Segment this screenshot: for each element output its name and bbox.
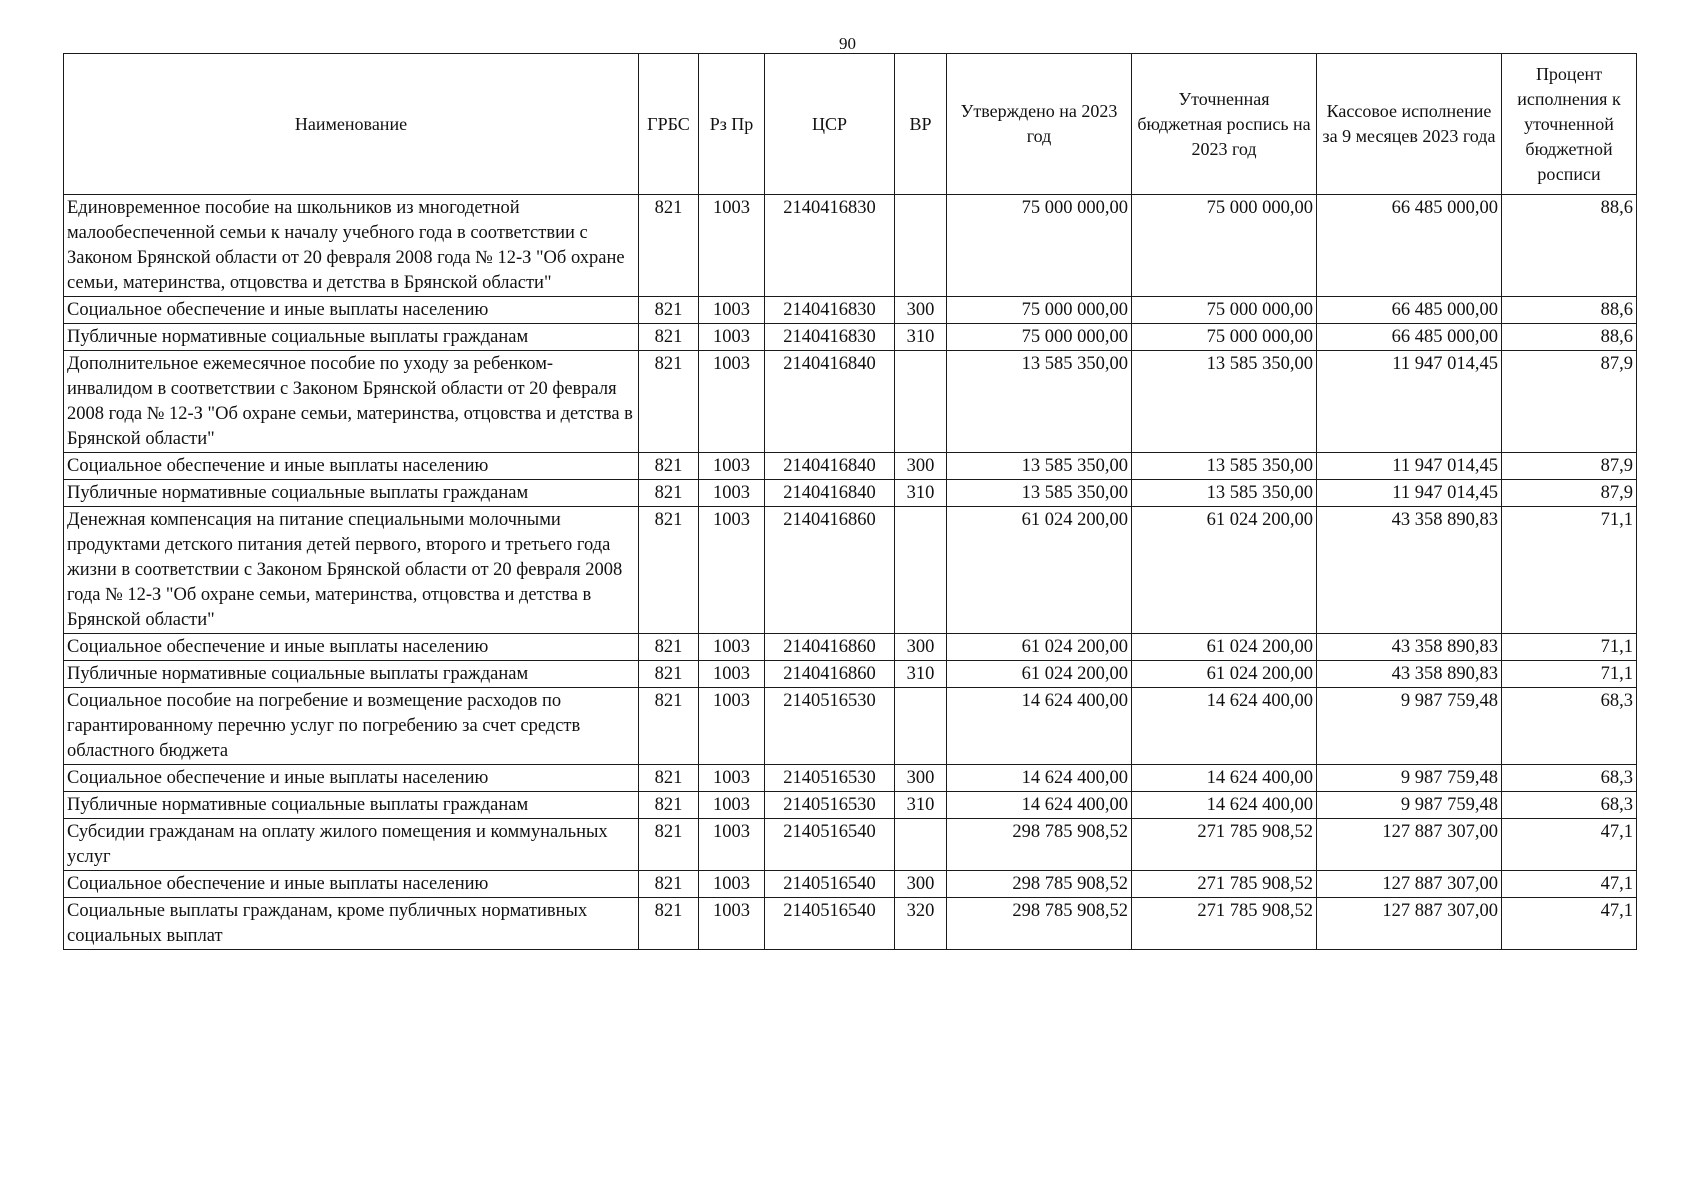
table-body — [64, 195, 1637, 950]
cell-cash: 43 358 890,83 — [1317, 661, 1502, 688]
cell-vr: 300 — [895, 453, 947, 480]
cell-csr: 2140416860 — [765, 634, 895, 661]
cell-approved: 61 024 200,00 — [947, 634, 1132, 661]
table-header-row — [64, 54, 1637, 195]
cell-approved: 14 624 400,00 — [947, 688, 1132, 765]
cell-cash: 66 485 000,00 — [1317, 324, 1502, 351]
cell-rzpr: 1003 — [699, 819, 765, 871]
cell-grbs: 821 — [639, 297, 699, 324]
cell-approved: 13 585 350,00 — [947, 480, 1132, 507]
cell-vr — [895, 688, 947, 765]
cell-percent: 87,9 — [1502, 453, 1637, 480]
cell-percent: 47,1 — [1502, 871, 1637, 898]
cell-refined: 61 024 200,00 — [1132, 507, 1317, 634]
cell-percent: 88,6 — [1502, 195, 1637, 297]
cell-grbs: 821 — [639, 634, 699, 661]
cell-name: Единовременное пособие на школьников из многодетной малообеспеченной семьи к началу учебного года в соответствии с Законом Брянской области от 20 февраля 2008 года № 12-З "Об охране семьи, материнства, отцовства и детства в Брянской области" — [64, 195, 639, 297]
table-row — [64, 297, 1637, 324]
cell-csr: 2140416830 — [765, 324, 895, 351]
cell-name: Социальное обеспечение и иные выплаты населению — [64, 297, 639, 324]
cell-name: Социальное обеспечение и иные выплаты населению — [64, 871, 639, 898]
cell-percent: 47,1 — [1502, 898, 1637, 950]
cell-csr: 2140416860 — [765, 507, 895, 634]
cell-percent: 71,1 — [1502, 634, 1637, 661]
cell-approved: 298 785 908,52 — [947, 898, 1132, 950]
cell-approved: 75 000 000,00 — [947, 195, 1132, 297]
cell-grbs: 821 — [639, 324, 699, 351]
cell-name: Социальное обеспечение и иные выплаты населению — [64, 634, 639, 661]
cell-approved: 75 000 000,00 — [947, 297, 1132, 324]
cell-grbs: 821 — [639, 195, 699, 297]
cell-vr: 320 — [895, 898, 947, 950]
cell-vr — [895, 351, 947, 453]
cell-vr: 300 — [895, 297, 947, 324]
cell-csr: 2140516530 — [765, 688, 895, 765]
cell-approved: 298 785 908,52 — [947, 819, 1132, 871]
header-grbs: ГРБС — [639, 54, 699, 195]
cell-grbs: 821 — [639, 351, 699, 453]
cell-percent: 87,9 — [1502, 351, 1637, 453]
cell-vr — [895, 195, 947, 297]
cell-rzpr: 1003 — [699, 634, 765, 661]
cell-approved: 75 000 000,00 — [947, 324, 1132, 351]
cell-refined: 61 024 200,00 — [1132, 661, 1317, 688]
cell-refined: 271 785 908,52 — [1132, 819, 1317, 871]
header-rzpr: Рз Пр — [699, 54, 765, 195]
cell-rzpr: 1003 — [699, 324, 765, 351]
cell-name: Социальное пособие на погребение и возмещение расходов по гарантированному перечню услуг по погребению за счет средств областного бюджета — [64, 688, 639, 765]
cell-vr: 310 — [895, 324, 947, 351]
cell-cash: 127 887 307,00 — [1317, 871, 1502, 898]
cell-refined: 75 000 000,00 — [1132, 324, 1317, 351]
table-row — [64, 480, 1637, 507]
cell-approved: 14 624 400,00 — [947, 765, 1132, 792]
table-row — [64, 634, 1637, 661]
cell-refined: 13 585 350,00 — [1132, 453, 1317, 480]
cell-grbs: 821 — [639, 871, 699, 898]
cell-name: Публичные нормативные социальные выплаты гражданам — [64, 661, 639, 688]
cell-rzpr: 1003 — [699, 792, 765, 819]
cell-cash: 66 485 000,00 — [1317, 195, 1502, 297]
cell-cash: 9 987 759,48 — [1317, 792, 1502, 819]
table-row — [64, 688, 1637, 765]
table-row — [64, 792, 1637, 819]
cell-approved: 13 585 350,00 — [947, 453, 1132, 480]
cell-refined: 14 624 400,00 — [1132, 765, 1317, 792]
cell-csr: 2140516540 — [765, 898, 895, 950]
budget-execution-table — [63, 53, 1637, 950]
cell-cash: 11 947 014,45 — [1317, 453, 1502, 480]
cell-refined: 13 585 350,00 — [1132, 351, 1317, 453]
header-cash: Кассовое исполнение за 9 месяцев 2023 года — [1317, 54, 1502, 195]
cell-percent: 71,1 — [1502, 507, 1637, 634]
cell-percent: 71,1 — [1502, 661, 1637, 688]
cell-refined: 271 785 908,52 — [1132, 898, 1317, 950]
cell-name: Публичные нормативные социальные выплаты гражданам — [64, 480, 639, 507]
cell-percent: 88,6 — [1502, 324, 1637, 351]
cell-name: Социальное обеспечение и иные выплаты населению — [64, 453, 639, 480]
cell-rzpr: 1003 — [699, 765, 765, 792]
cell-csr: 2140416840 — [765, 453, 895, 480]
page-number: 90 — [839, 34, 856, 53]
cell-grbs: 821 — [639, 453, 699, 480]
cell-rzpr: 1003 — [699, 297, 765, 324]
cell-refined: 14 624 400,00 — [1132, 688, 1317, 765]
cell-csr: 2140416840 — [765, 480, 895, 507]
table-row — [64, 765, 1637, 792]
cell-name: Социальные выплаты гражданам, кроме публичных нормативных социальных выплат — [64, 898, 639, 950]
cell-csr: 2140416830 — [765, 297, 895, 324]
header-refined: Уточненная бюджетная роспись на 2023 год — [1132, 54, 1317, 195]
table-row — [64, 453, 1637, 480]
cell-approved: 61 024 200,00 — [947, 661, 1132, 688]
cell-rzpr: 1003 — [699, 898, 765, 950]
cell-refined: 14 624 400,00 — [1132, 792, 1317, 819]
cell-csr: 2140516530 — [765, 765, 895, 792]
cell-percent: 68,3 — [1502, 688, 1637, 765]
cell-approved: 13 585 350,00 — [947, 351, 1132, 453]
cell-grbs: 821 — [639, 898, 699, 950]
cell-name: Публичные нормативные социальные выплаты гражданам — [64, 324, 639, 351]
table-row — [64, 351, 1637, 453]
header-csr: ЦСР — [765, 54, 895, 195]
cell-rzpr: 1003 — [699, 351, 765, 453]
table-row — [64, 898, 1637, 950]
table-row — [64, 661, 1637, 688]
cell-csr: 2140516540 — [765, 871, 895, 898]
cell-rzpr: 1003 — [699, 507, 765, 634]
cell-name: Дополнительное ежемесячное пособие по уходу за ребенком-инвалидом в соответствии с Законом Брянской области от 20 февраля 2008 года № 12-З "Об охране семьи, материнства, отцовства и детства в Брянской области" — [64, 351, 639, 453]
cell-cash: 127 887 307,00 — [1317, 898, 1502, 950]
cell-grbs: 821 — [639, 792, 699, 819]
cell-grbs: 821 — [639, 765, 699, 792]
cell-cash: 9 987 759,48 — [1317, 765, 1502, 792]
cell-cash: 127 887 307,00 — [1317, 819, 1502, 871]
header-name: Наименование — [64, 54, 639, 195]
cell-name: Субсидии гражданам на оплату жилого помещения и коммунальных услуг — [64, 819, 639, 871]
cell-approved: 61 024 200,00 — [947, 507, 1132, 634]
cell-rzpr: 1003 — [699, 688, 765, 765]
cell-refined: 75 000 000,00 — [1132, 297, 1317, 324]
cell-refined: 271 785 908,52 — [1132, 871, 1317, 898]
header-vr: ВР — [895, 54, 947, 195]
cell-grbs: 821 — [639, 661, 699, 688]
table-row — [64, 195, 1637, 297]
cell-cash: 11 947 014,45 — [1317, 351, 1502, 453]
cell-percent: 87,9 — [1502, 480, 1637, 507]
cell-refined: 61 024 200,00 — [1132, 634, 1317, 661]
cell-percent: 68,3 — [1502, 792, 1637, 819]
cell-cash: 66 485 000,00 — [1317, 297, 1502, 324]
cell-percent: 47,1 — [1502, 819, 1637, 871]
cell-grbs: 821 — [639, 480, 699, 507]
cell-csr: 2140516540 — [765, 819, 895, 871]
cell-refined: 75 000 000,00 — [1132, 195, 1317, 297]
cell-refined: 13 585 350,00 — [1132, 480, 1317, 507]
cell-name: Социальное обеспечение и иные выплаты населению — [64, 765, 639, 792]
cell-grbs: 821 — [639, 819, 699, 871]
cell-percent: 68,3 — [1502, 765, 1637, 792]
cell-vr: 310 — [895, 480, 947, 507]
cell-csr: 2140416830 — [765, 195, 895, 297]
cell-approved: 14 624 400,00 — [947, 792, 1132, 819]
cell-cash: 9 987 759,48 — [1317, 688, 1502, 765]
cell-name: Денежная компенсация на питание специальными молочными продуктами детского питания детей первого, второго и третьего года жизни в соответствии с Законом Брянской области от 20 февраля 2008 года № 12-З "Об охране семьи, материнства, отцовства и детства в Брянской области" — [64, 507, 639, 634]
cell-csr: 2140416840 — [765, 351, 895, 453]
cell-vr: 300 — [895, 871, 947, 898]
header-percent: Процент исполнения к уточненной бюджетной росписи — [1502, 54, 1637, 195]
header-approved: Утверждено на 2023 год — [947, 54, 1132, 195]
cell-name: Публичные нормативные социальные выплаты гражданам — [64, 792, 639, 819]
cell-cash: 43 358 890,83 — [1317, 634, 1502, 661]
cell-vr: 310 — [895, 661, 947, 688]
cell-vr: 310 — [895, 792, 947, 819]
cell-rzpr: 1003 — [699, 453, 765, 480]
cell-vr: 300 — [895, 765, 947, 792]
cell-cash: 43 358 890,83 — [1317, 507, 1502, 634]
cell-percent: 88,6 — [1502, 297, 1637, 324]
table-row — [64, 819, 1637, 871]
cell-rzpr: 1003 — [699, 661, 765, 688]
cell-grbs: 821 — [639, 688, 699, 765]
cell-rzpr: 1003 — [699, 195, 765, 297]
cell-rzpr: 1003 — [699, 871, 765, 898]
table-row — [64, 507, 1637, 634]
table-row — [64, 324, 1637, 351]
cell-csr: 2140516530 — [765, 792, 895, 819]
table-row — [64, 871, 1637, 898]
cell-vr: 300 — [895, 634, 947, 661]
cell-vr — [895, 507, 947, 634]
cell-csr: 2140416860 — [765, 661, 895, 688]
cell-rzpr: 1003 — [699, 480, 765, 507]
cell-approved: 298 785 908,52 — [947, 871, 1132, 898]
cell-grbs: 821 — [639, 507, 699, 634]
cell-vr — [895, 819, 947, 871]
cell-cash: 11 947 014,45 — [1317, 480, 1502, 507]
